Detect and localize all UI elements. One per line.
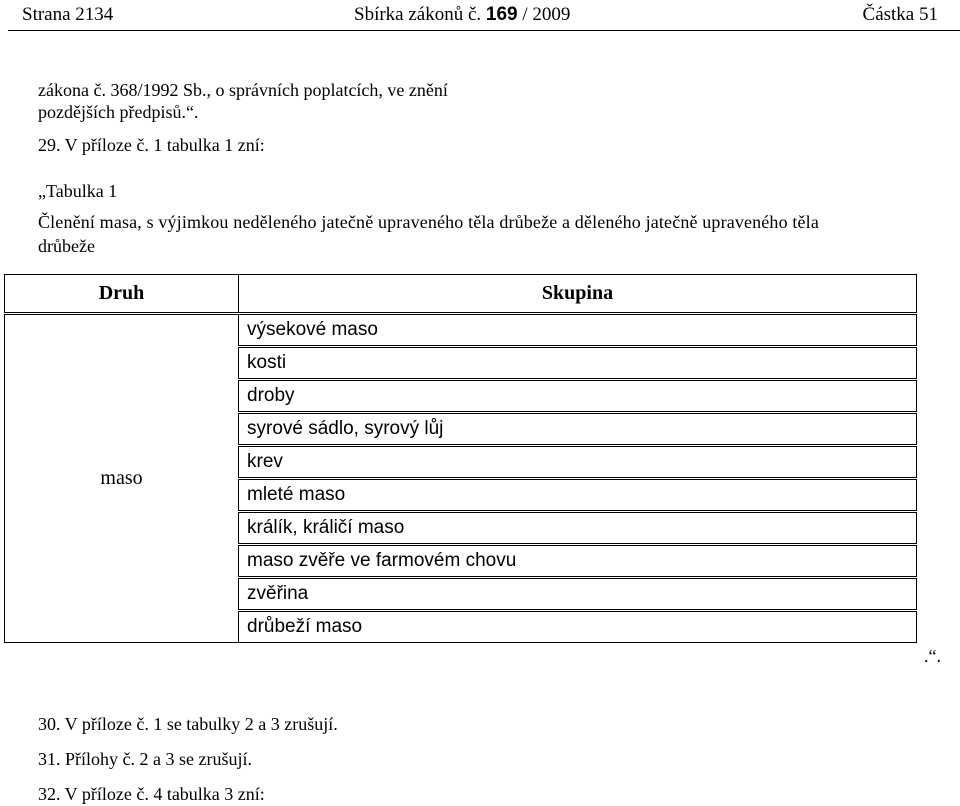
skupina-cell: krev [239, 446, 917, 479]
law-year: / 2009 [522, 4, 571, 25]
collection-title [354, 4, 570, 26]
caption-line-2: drůbeže [38, 236, 95, 256]
skupina-cell: maso zvěře ve farmovém chovu [239, 545, 917, 578]
collection-prefix: Sbírka zákonů č. [354, 4, 482, 25]
intro-line-1: zákona č. 368/1992 Sb., o správních poplatcích, ve znění [38, 80, 448, 100]
skupina-cell: mleté maso [239, 479, 917, 512]
table-row [5, 314, 917, 347]
skupina-cell: syrové sádlo, syrový lůj [239, 413, 917, 446]
item-30: 30. V příloze č. 1 se tabulky 2 a 3 zrušují. [38, 714, 338, 734]
skupina-cell: výsekové maso [239, 314, 917, 347]
item-32: 32. V příloze č. 4 tabulka 3 zní: [38, 784, 265, 804]
table-header-row [5, 275, 917, 314]
skupina-cell: kosti [239, 347, 917, 380]
part-number: Částka 51 [862, 4, 938, 25]
classification-table [4, 274, 917, 643]
caption-line-1: Členění masa, s výjimkou neděleného jatečně upraveného těla drůbeže a děleného jatečně upraveného těla [38, 212, 819, 232]
law-number: 169 [485, 4, 518, 25]
item-31: 31. Přílohy č. 2 a 3 se zrušují. [38, 749, 252, 769]
intro-line-2: pozdějších předpisů.“. [38, 102, 199, 122]
column-header-druh: Druh [5, 275, 239, 314]
skupina-cell: drůbeží maso [239, 611, 917, 643]
header-rule [8, 30, 960, 31]
druh-cell: maso [5, 314, 239, 643]
meat-classification-table [4, 274, 917, 636]
skupina-cell: králík, králičí maso [239, 512, 917, 545]
column-header-skupina: Skupina [239, 275, 917, 314]
skupina-cell: droby [239, 380, 917, 413]
item-29: 29. V příloze č. 1 tabulka 1 zní: [38, 135, 265, 155]
skupina-cell: zvěřina [239, 578, 917, 611]
page-number: Strana 2134 [22, 4, 114, 25]
table-title: „Tabulka 1 [38, 181, 118, 201]
closing-quote-mark: .“. [924, 646, 941, 666]
